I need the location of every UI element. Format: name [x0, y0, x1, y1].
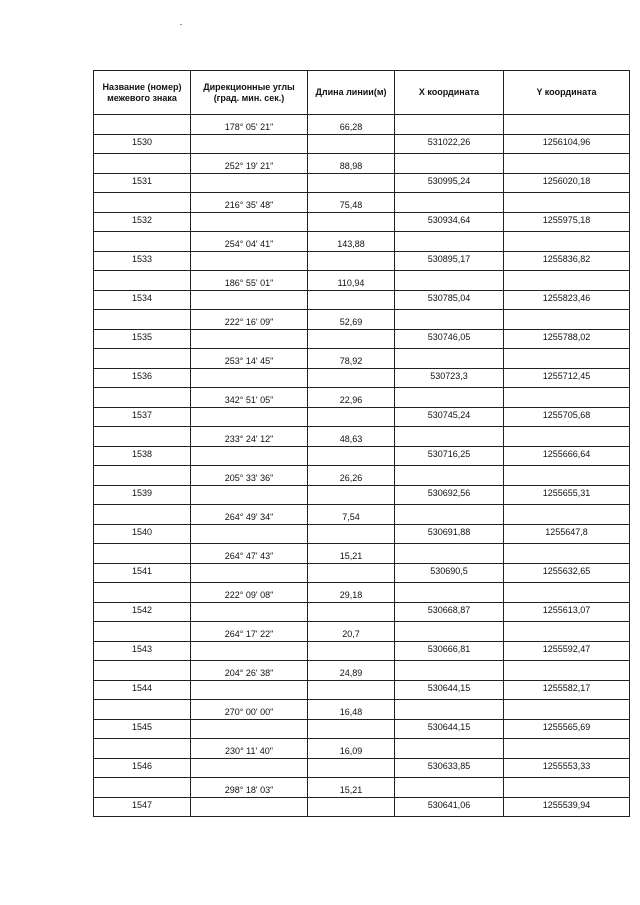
angle-cell: 270° 00' 00" — [191, 700, 308, 720]
name-cell: 1545 — [94, 719, 191, 739]
length-cell: 66,28 — [308, 115, 395, 135]
length-cell: 7,54 — [308, 505, 395, 525]
name-cell: 1544 — [94, 680, 191, 700]
y-cell: 1255632,65 — [504, 563, 630, 583]
y-cell — [504, 154, 630, 174]
segment-row — [94, 778, 630, 798]
x-cell: 531022,26 — [395, 134, 504, 154]
header-angle: Дирекционные углы (град. мин. сек.) — [191, 71, 308, 115]
name-cell: 1533 — [94, 251, 191, 271]
angle-cell — [191, 563, 308, 583]
x-cell — [395, 193, 504, 213]
x-cell — [395, 427, 504, 447]
x-cell — [395, 544, 504, 564]
angle-cell: 342° 51' 05" — [191, 388, 308, 408]
length-cell — [308, 368, 395, 388]
length-cell: 15,21 — [308, 778, 395, 798]
y-cell: 1255613,07 — [504, 602, 630, 622]
name-cell — [94, 700, 191, 720]
length-cell: 22,96 — [308, 388, 395, 408]
x-cell — [395, 700, 504, 720]
angle-cell — [191, 602, 308, 622]
y-cell: 1255592,47 — [504, 641, 630, 661]
y-cell: 1255712,45 — [504, 368, 630, 388]
x-cell — [395, 115, 504, 135]
length-cell: 24,89 — [308, 661, 395, 681]
angle-cell — [191, 134, 308, 154]
length-cell: 29,18 — [308, 583, 395, 603]
x-cell: 530692,56 — [395, 485, 504, 505]
length-cell — [308, 758, 395, 778]
y-cell: 1255788,02 — [504, 329, 630, 349]
point-row — [94, 134, 630, 154]
y-cell — [504, 778, 630, 798]
y-cell: 1255647,8 — [504, 524, 630, 544]
segment-row — [94, 622, 630, 642]
y-cell — [504, 466, 630, 486]
angle-cell: 253° 14' 45" — [191, 349, 308, 369]
segment-row — [94, 427, 630, 447]
x-cell — [395, 583, 504, 603]
length-cell: 88,98 — [308, 154, 395, 174]
y-cell: 1255666,64 — [504, 446, 630, 466]
angle-cell — [191, 524, 308, 544]
length-cell — [308, 719, 395, 739]
length-cell — [308, 797, 395, 817]
y-cell — [504, 661, 630, 681]
length-cell — [308, 290, 395, 310]
table-header-row — [94, 71, 630, 115]
x-cell — [395, 739, 504, 759]
y-cell: 1255655,31 — [504, 485, 630, 505]
point-row — [94, 641, 630, 661]
x-cell: 530641,06 — [395, 797, 504, 817]
angle-cell — [191, 641, 308, 661]
name-cell: 1531 — [94, 173, 191, 193]
y-cell: 1255565,69 — [504, 719, 630, 739]
name-cell — [94, 583, 191, 603]
length-cell — [308, 524, 395, 544]
segment-row — [94, 466, 630, 486]
angle-cell — [191, 758, 308, 778]
x-cell: 530633,85 — [395, 758, 504, 778]
name-cell: 1530 — [94, 134, 191, 154]
angle-cell: 186° 55' 01" — [191, 271, 308, 291]
y-cell — [504, 700, 630, 720]
name-cell: 1538 — [94, 446, 191, 466]
length-cell — [308, 134, 395, 154]
length-cell — [308, 173, 395, 193]
y-cell: 1256020,18 — [504, 173, 630, 193]
x-cell — [395, 778, 504, 798]
name-cell — [94, 388, 191, 408]
length-cell — [308, 641, 395, 661]
angle-cell: 178° 05' 21" — [191, 115, 308, 135]
name-cell — [94, 115, 191, 135]
name-cell — [94, 661, 191, 681]
table-body — [94, 115, 630, 817]
point-row — [94, 485, 630, 505]
name-cell: 1543 — [94, 641, 191, 661]
name-cell — [94, 505, 191, 525]
length-cell — [308, 407, 395, 427]
angle-cell — [191, 329, 308, 349]
name-cell: 1540 — [94, 524, 191, 544]
x-cell: 530690,5 — [395, 563, 504, 583]
segment-row — [94, 154, 630, 174]
y-cell — [504, 271, 630, 291]
name-cell — [94, 271, 191, 291]
segment-row — [94, 193, 630, 213]
point-row — [94, 446, 630, 466]
length-cell — [308, 446, 395, 466]
name-cell — [94, 622, 191, 642]
segment-row — [94, 271, 630, 291]
segment-row — [94, 388, 630, 408]
angle-cell — [191, 719, 308, 739]
angle-cell — [191, 290, 308, 310]
header-name: Название (номер) межевого знака — [94, 71, 191, 115]
name-cell — [94, 427, 191, 447]
length-cell — [308, 485, 395, 505]
angle-cell — [191, 368, 308, 388]
length-cell: 20,7 — [308, 622, 395, 642]
x-cell — [395, 154, 504, 174]
x-cell: 530895,17 — [395, 251, 504, 271]
point-row — [94, 680, 630, 700]
x-cell: 530668,87 — [395, 602, 504, 622]
header-y: Y координата — [504, 71, 630, 115]
length-cell: 26,26 — [308, 466, 395, 486]
x-cell: 530785,04 — [395, 290, 504, 310]
length-cell — [308, 563, 395, 583]
angle-cell — [191, 446, 308, 466]
length-cell: 78,92 — [308, 349, 395, 369]
y-cell — [504, 193, 630, 213]
length-cell — [308, 251, 395, 271]
y-cell — [504, 232, 630, 252]
angle-cell: 252° 19' 21" — [191, 154, 308, 174]
x-cell: 530666,81 — [395, 641, 504, 661]
length-cell: 15,21 — [308, 544, 395, 564]
y-cell: 1255836,82 — [504, 251, 630, 271]
length-cell: 75,48 — [308, 193, 395, 213]
name-cell — [94, 466, 191, 486]
angle-cell: 222° 16' 09" — [191, 310, 308, 330]
name-cell: 1541 — [94, 563, 191, 583]
name-cell — [94, 154, 191, 174]
y-cell — [504, 739, 630, 759]
point-row — [94, 407, 630, 427]
segment-row — [94, 349, 630, 369]
length-cell — [308, 329, 395, 349]
header-length: Длина линии(м) — [308, 71, 395, 115]
point-row — [94, 524, 630, 544]
point-row — [94, 797, 630, 817]
segment-row — [94, 310, 630, 330]
angle-cell: 204° 26' 38" — [191, 661, 308, 681]
name-cell — [94, 544, 191, 564]
name-cell: 1536 — [94, 368, 191, 388]
angle-cell — [191, 485, 308, 505]
segment-row — [94, 661, 630, 681]
y-cell: 1255705,68 — [504, 407, 630, 427]
length-cell — [308, 602, 395, 622]
x-cell — [395, 622, 504, 642]
angle-cell: 205° 33' 36" — [191, 466, 308, 486]
y-cell: 1255553,33 — [504, 758, 630, 778]
name-cell — [94, 310, 191, 330]
segment-row — [94, 583, 630, 603]
y-cell: 1255823,46 — [504, 290, 630, 310]
point-row — [94, 251, 630, 271]
angle-cell — [191, 680, 308, 700]
name-cell — [94, 232, 191, 252]
x-cell: 530691,88 — [395, 524, 504, 544]
point-row — [94, 329, 630, 349]
x-cell — [395, 388, 504, 408]
x-cell — [395, 271, 504, 291]
x-cell — [395, 232, 504, 252]
name-cell — [94, 778, 191, 798]
length-cell: 110,94 — [308, 271, 395, 291]
name-cell: 1539 — [94, 485, 191, 505]
x-cell: 530723,3 — [395, 368, 504, 388]
point-row — [94, 563, 630, 583]
angle-cell: 298° 18' 03" — [191, 778, 308, 798]
y-cell — [504, 115, 630, 135]
name-cell — [94, 739, 191, 759]
name-cell: 1546 — [94, 758, 191, 778]
y-cell — [504, 583, 630, 603]
x-cell: 530745,24 — [395, 407, 504, 427]
length-cell: 143,88 — [308, 232, 395, 252]
name-cell: 1547 — [94, 797, 191, 817]
x-cell — [395, 661, 504, 681]
segment-row — [94, 505, 630, 525]
name-cell: 1534 — [94, 290, 191, 310]
angle-cell: 254° 04' 41" — [191, 232, 308, 252]
angle-cell: 216° 35' 48" — [191, 193, 308, 213]
y-cell: 1256104,96 — [504, 134, 630, 154]
length-cell — [308, 680, 395, 700]
segment-row — [94, 700, 630, 720]
angle-cell: 230° 11' 40" — [191, 739, 308, 759]
point-row — [94, 212, 630, 232]
header-x: X координата — [395, 71, 504, 115]
name-cell: 1535 — [94, 329, 191, 349]
y-cell — [504, 349, 630, 369]
x-cell — [395, 349, 504, 369]
length-cell: 48,63 — [308, 427, 395, 447]
y-cell: 1255975,18 — [504, 212, 630, 232]
length-cell: 16,09 — [308, 739, 395, 759]
y-cell — [504, 427, 630, 447]
x-cell — [395, 310, 504, 330]
angle-cell: 222° 09' 08" — [191, 583, 308, 603]
angle-cell: 233° 24' 12" — [191, 427, 308, 447]
y-cell — [504, 505, 630, 525]
x-cell — [395, 466, 504, 486]
point-row — [94, 719, 630, 739]
segment-row — [94, 739, 630, 759]
angle-cell — [191, 212, 308, 232]
y-cell — [504, 544, 630, 564]
angle-cell — [191, 173, 308, 193]
length-cell: 52,69 — [308, 310, 395, 330]
x-cell: 530644,15 — [395, 719, 504, 739]
point-row — [94, 368, 630, 388]
segment-row — [94, 544, 630, 564]
scan-speck — [180, 24, 182, 25]
angle-cell: 264° 17' 22" — [191, 622, 308, 642]
length-cell: 16,48 — [308, 700, 395, 720]
y-cell — [504, 622, 630, 642]
angle-cell: 264° 49' 34" — [191, 505, 308, 525]
angle-cell — [191, 251, 308, 271]
name-cell: 1542 — [94, 602, 191, 622]
segment-row — [94, 232, 630, 252]
y-cell — [504, 310, 630, 330]
boundary-coordinates-table — [93, 70, 630, 817]
name-cell: 1537 — [94, 407, 191, 427]
name-cell — [94, 193, 191, 213]
x-cell: 530644,15 — [395, 680, 504, 700]
angle-cell — [191, 797, 308, 817]
y-cell: 1255539,94 — [504, 797, 630, 817]
x-cell — [395, 505, 504, 525]
y-cell: 1255582,17 — [504, 680, 630, 700]
x-cell: 530746,05 — [395, 329, 504, 349]
name-cell: 1532 — [94, 212, 191, 232]
angle-cell: 264° 47' 43" — [191, 544, 308, 564]
x-cell: 530716,25 — [395, 446, 504, 466]
name-cell — [94, 349, 191, 369]
length-cell — [308, 212, 395, 232]
y-cell — [504, 388, 630, 408]
point-row — [94, 602, 630, 622]
point-row — [94, 173, 630, 193]
point-row — [94, 290, 630, 310]
segment-row — [94, 115, 630, 135]
x-cell: 530934,64 — [395, 212, 504, 232]
angle-cell — [191, 407, 308, 427]
point-row — [94, 758, 630, 778]
x-cell: 530995,24 — [395, 173, 504, 193]
